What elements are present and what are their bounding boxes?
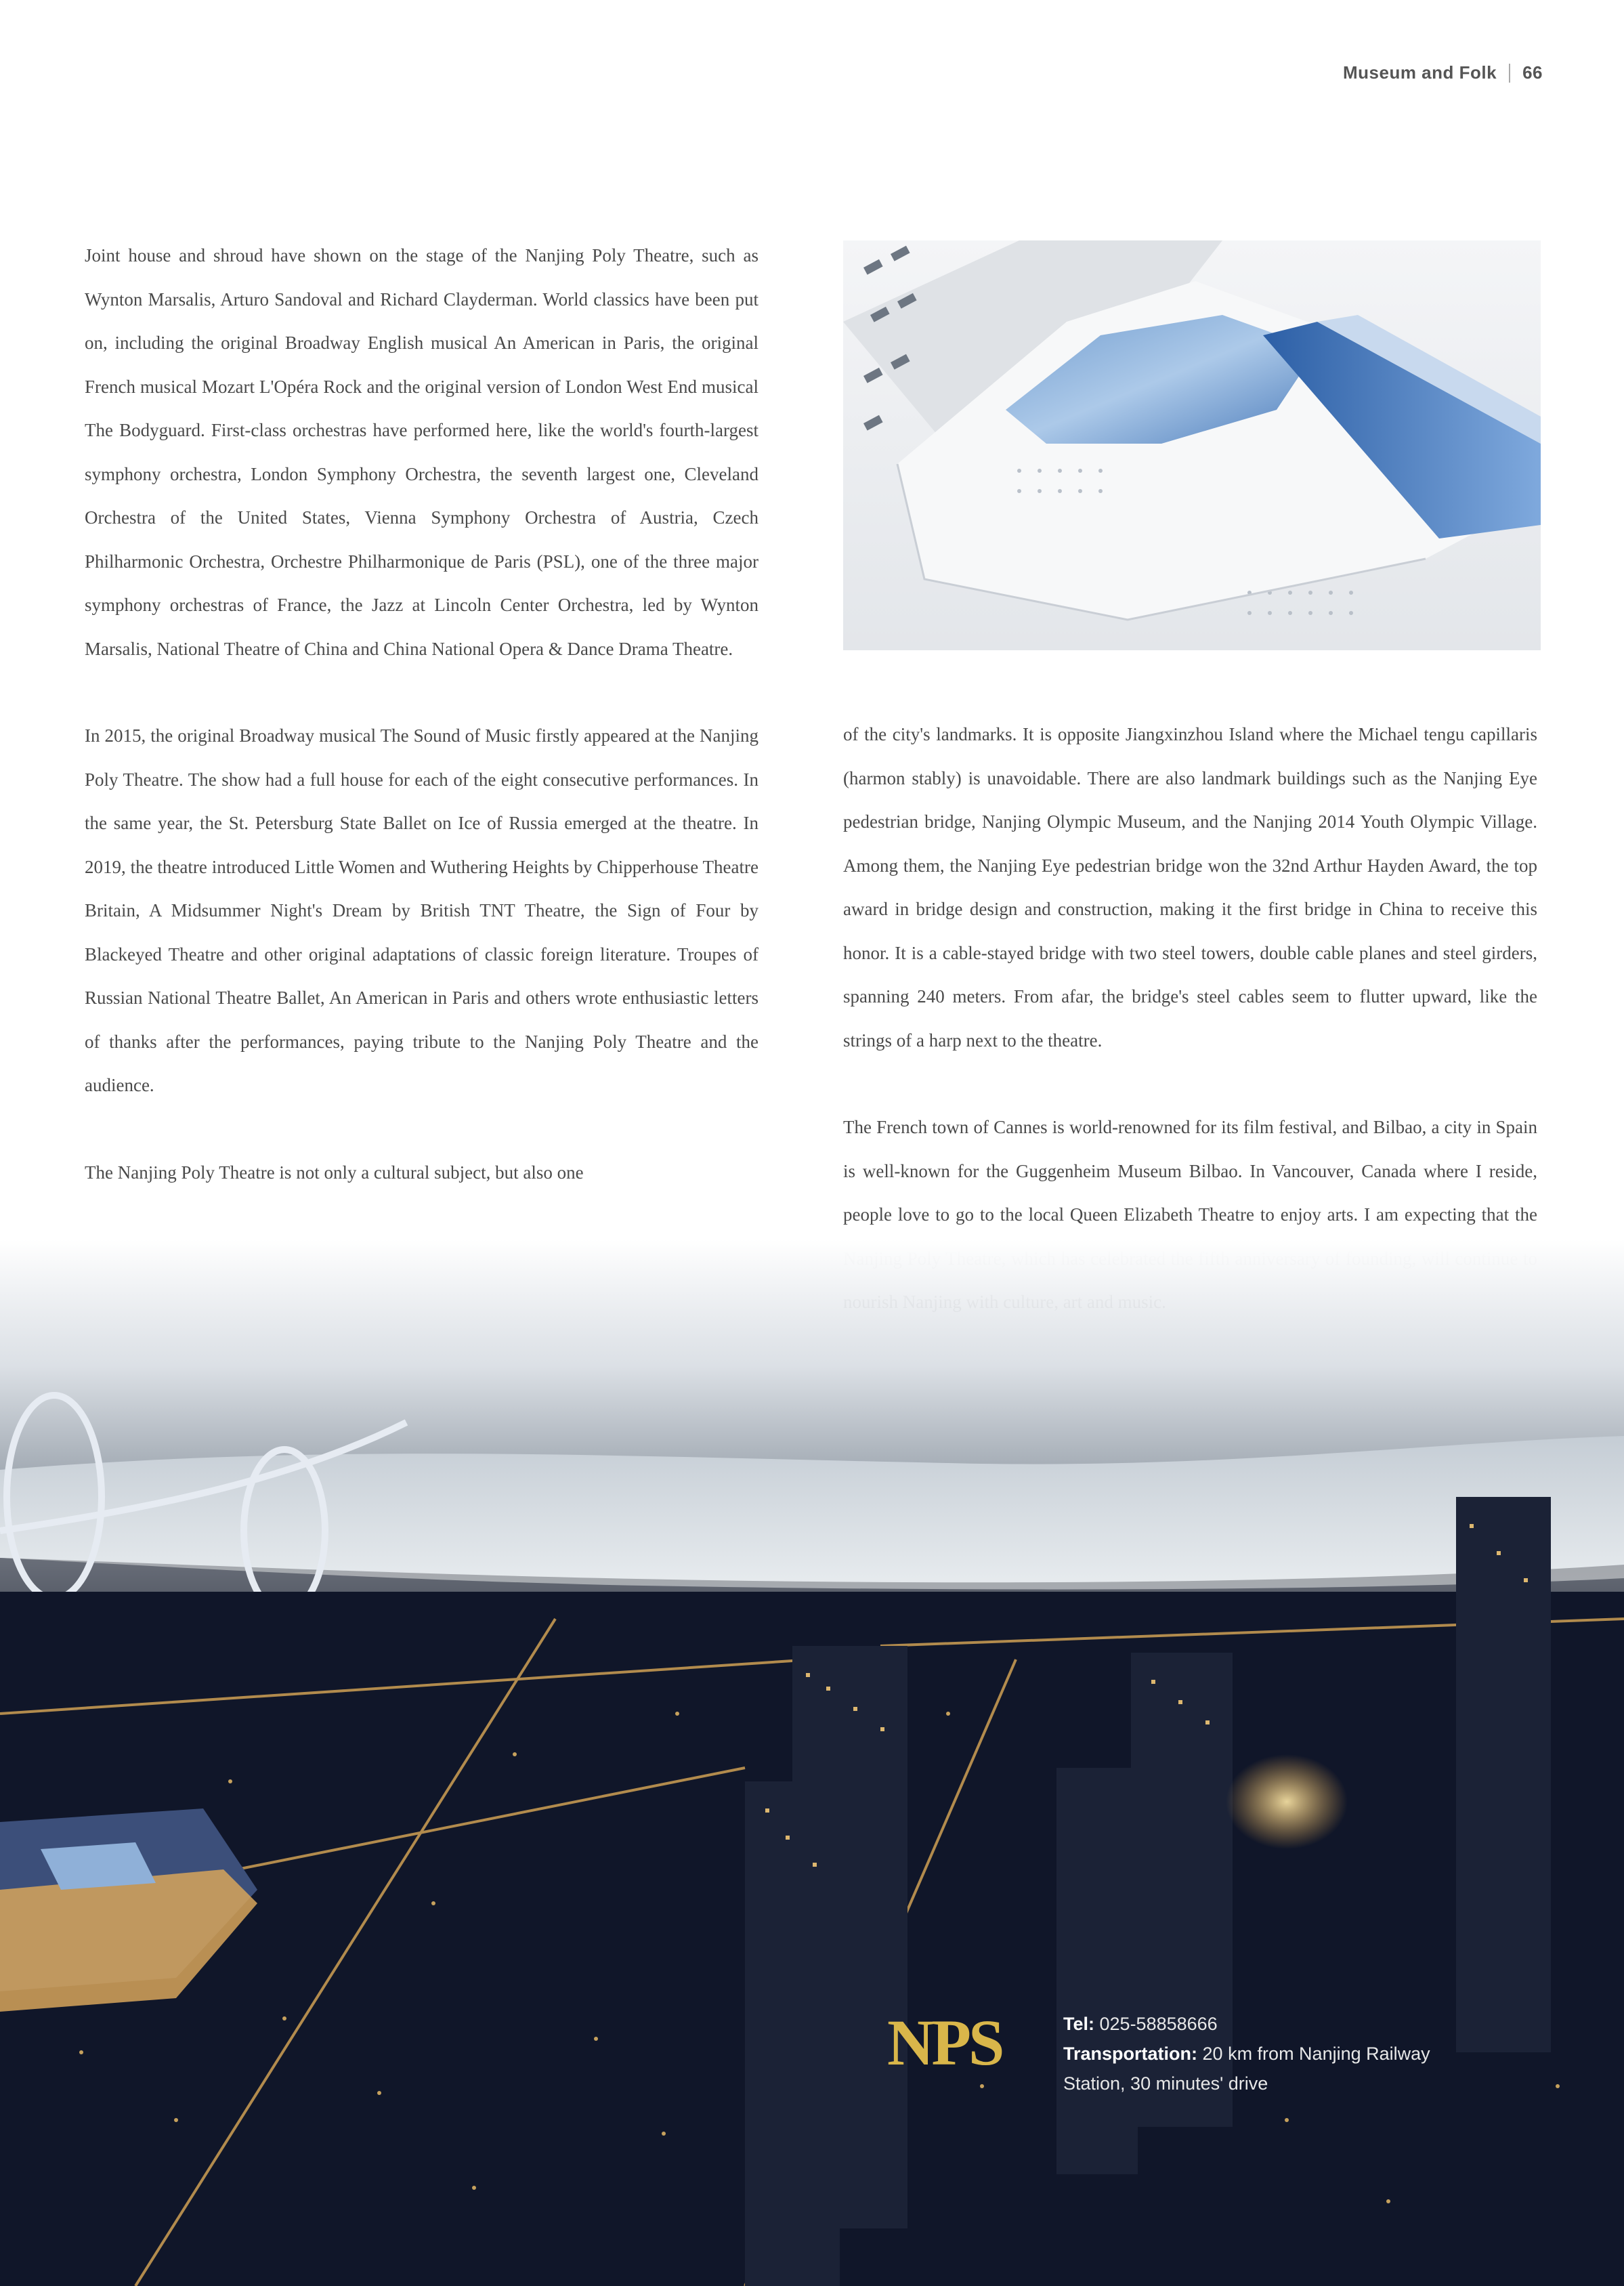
tel-value: 025-58858666 xyxy=(1099,2014,1218,2034)
theatre-roof-photo xyxy=(843,240,1541,650)
paragraph: The Nanjing Poly Theatre is not only a cultural subject, but also one xyxy=(85,1162,584,1183)
paragraph: of the city's landmarks. It is opposite Jiangxinzhou Island where the Michael tengu capillaris (harmon stably) is unavoidable. There are also landmark buildings such as the Nanjing Eye pedestrian bridge, Nanjing Olympic Museum, and the Nanjing 2014 Youth Olympic Village. Among them, the Nanjing Eye pedestrian bridge won the 32nd Arthur Hayden Award, the top award in bridge design and construction, making it the first bridge in China to receive this honor. It is a cable-stayed bridge with two steel towers, double cable planes and steel girders, spanning 240 meters. From afar, the bridge's steel cables seem to flutter upward, like the strings of a harp next to the theatre. xyxy=(843,724,1537,1051)
transport-line xyxy=(1063,2039,1497,2098)
page-number: 66 xyxy=(1522,62,1543,83)
tel-label: Tel: xyxy=(1063,2014,1094,2034)
paragraph: In 2015, the original Broadway musical The Sound of Music firstly appeared at the Nanjing Poly Theatre. The show had a full house for each of the eight consecutive performances. In the same year, the St. Petersburg State Ballet on Ice of Russia emerged at the theatre. In 2019, the theatre introduced Little Women and Wuthering Heights by Chipperhouse Theatre Britain, A Midsummer Night's Dream by British TNT Theatre, the Sign of Four by Blackeyed Theatre and other original adaptations of classic foreign literature. Troupes of Russian National Theatre Ballet, An American in Paris and others wrote enthusiastic letters of thanks after the performances, paying tribute to the Nanjing Poly Theatre and the audience. xyxy=(85,725,758,1095)
section-title: Museum and Folk xyxy=(1343,62,1497,83)
tel-line xyxy=(1063,2009,1497,2039)
theatre-roof-illustration xyxy=(843,240,1541,650)
running-header xyxy=(1343,62,1543,83)
night-skyline-illustration xyxy=(0,1240,1624,2286)
night-city-photo xyxy=(0,1240,1624,2286)
theatre-logo: NPS xyxy=(887,2006,1002,2079)
header-divider xyxy=(1509,64,1510,83)
left-text-column xyxy=(85,234,758,1237)
transport-label: Transportation: xyxy=(1063,2044,1198,2064)
paragraph: The French town of Cannes is world-renowned for its film festival, and Bilbao, a city in Spain is well-known for the Guggenheim Museum Bilbao. In Vancouver, Canada where I reside, people love to go to the local Queen Elizabeth Theatre to enjoy arts. I am expecting that the xyxy=(843,1117,1537,1225)
transport-value: 20 km from Nanjing Railway Station, 30 minutes' drive xyxy=(1063,2044,1430,2094)
paragraph: Joint house and shroud have shown on the stage of the Nanjing Poly Theatre, such as Wynton Marsalis, Arturo Sandoval and Richard Clayderman. World classics have been put on, including the original Broadway English musical An American in Paris, the original French musical Mozart L'Opéra Rock and the original version of London West End musical The Bodyguard. First-class orchestras have performed here, like the world's fourth-largest symphony orchestra, London Symphony Orchestra, the seventh largest one, Cleveland Orchestra of the United States, Vienna Symphony Orchestra of Austria, Czech Philharmonic Orchestra, Orchestre Philharmonique de Paris (PSL), one of the three major symphony orchestras of France, the Jazz at Lincoln Center Orchestra, led by Wynton Marsalis, National Theatre of China and China National Opera & Dance Drama Theatre. xyxy=(85,245,758,659)
contact-info xyxy=(1063,2009,1497,2098)
